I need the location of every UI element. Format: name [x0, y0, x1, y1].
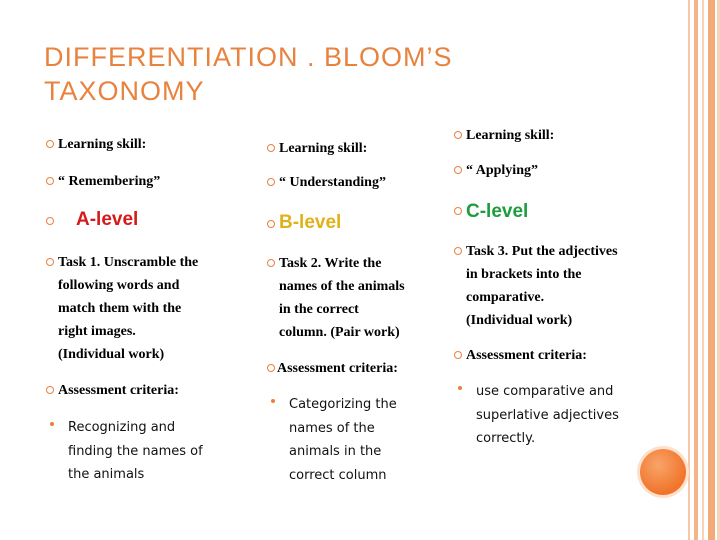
bullet-icon: [454, 166, 462, 174]
skill-name: “ Understanding”: [267, 171, 442, 194]
assessment-label: Assessment criteria:: [46, 379, 246, 402]
assessment-label: Assessment criteria:: [454, 344, 674, 367]
task-text: Task 1. Unscramble the following words and match them with the right images. (Individual work): [46, 251, 246, 366]
bullet-icon: [454, 207, 462, 215]
assessment-label: Assessment criteria:: [267, 357, 442, 380]
bullet-icon: [267, 220, 275, 228]
task-text: Task 3. Put the adjectives in brackets into the comparative. (Individual work): [454, 240, 674, 332]
bullet-icon: [267, 144, 275, 152]
skill-name: “ Remembering”: [46, 170, 246, 193]
skill-label: Learning skill:: [454, 124, 674, 147]
criteria-text: use comparative and superlative adjectives correctly.: [454, 380, 674, 451]
column-c: [454, 124, 674, 484]
bullet-icon: [46, 140, 54, 148]
criteria-text: Categorizing the names of the animals in the correct column: [267, 393, 442, 487]
decorative-stripes: [688, 0, 720, 540]
criteria-text: Recognizing and finding the names of the animals: [46, 416, 246, 487]
title-line-2: TAXONOMY: [44, 76, 205, 106]
dot-bullet-icon: [458, 386, 462, 390]
bullet-icon: [46, 258, 54, 266]
skill-label: Learning skill:: [267, 137, 442, 160]
bullet-icon: [267, 259, 275, 267]
bullet-icon: [46, 217, 54, 225]
slide-title: [44, 40, 644, 108]
column-b: [267, 137, 442, 497]
bullet-icon: [454, 131, 462, 139]
level-label: A-level: [46, 208, 246, 231]
task-text: Task 2. Write the names of the animals in the correct column. (Pair work): [267, 252, 442, 344]
dot-bullet-icon: [271, 399, 275, 403]
bullet-icon: [267, 178, 275, 186]
bullet-icon: [267, 364, 275, 372]
dot-bullet-icon: [50, 422, 54, 426]
bullet-icon: [454, 247, 462, 255]
bullet-icon: [46, 386, 54, 394]
skill-name: “ Applying”: [454, 159, 674, 182]
level-label: C-level: [454, 200, 674, 223]
bullet-icon: [46, 177, 54, 185]
bullet-icon: [454, 351, 462, 359]
skill-label: Learning skill:: [46, 133, 246, 156]
decorative-circle: [640, 449, 686, 495]
level-label: B-level: [267, 211, 442, 234]
title-line-1: DIFFERENTIATION . BLOOM’S: [44, 42, 453, 72]
column-a: [46, 133, 246, 493]
